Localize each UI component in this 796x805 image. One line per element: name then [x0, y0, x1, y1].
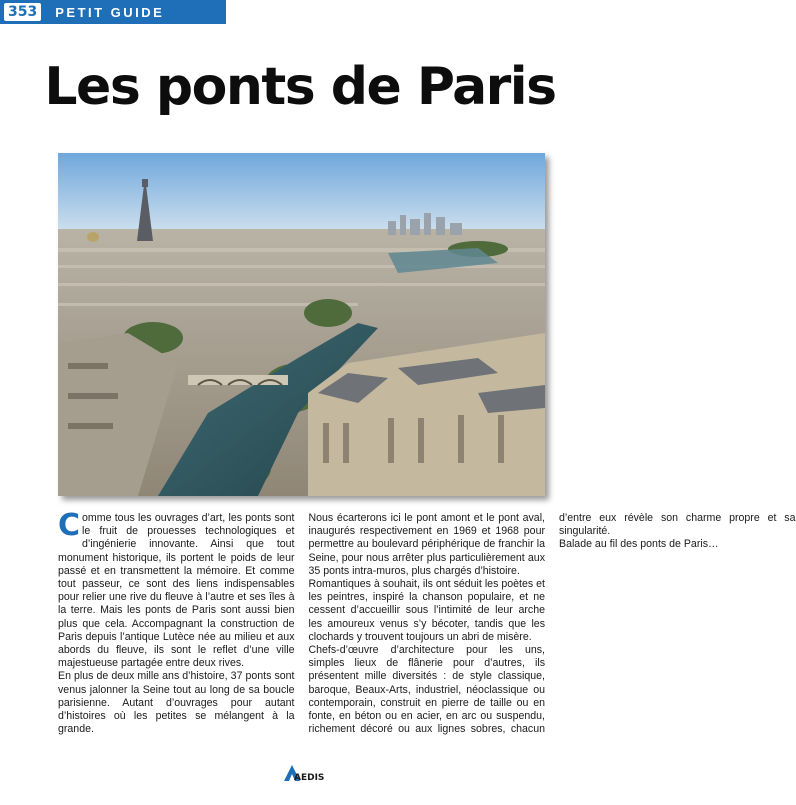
logo-wordmark: AEDIS — [294, 773, 325, 783]
drop-cap: C — [58, 508, 81, 543]
book-title: Les ponts de Paris — [44, 57, 556, 117]
series-name: PETIT GUIDE — [55, 4, 165, 20]
paragraph-3: Nous écarterons ici le pont amont et le pont aval, inaugurés respectivement en 1969 et 1968 pour permettre au boulevard périphérique de franchir la Seine, pour nous arrêter plus particulièrement aux 35 ponts intra-muros, plus chargés d’histoire. — [308, 512, 545, 577]
stone-bridge — [188, 375, 288, 385]
series-number: 353 — [4, 3, 41, 21]
paragraph-5: Chefs-d’œuvre d’architecture pour les uns, simples lieux de flânerie pour d’autres, ils présentent mille diversités : de style classique, baroque, Beaux-Arts, industriel, néoclassique ou contemporain, construit en pierre de taille ou en fonte, en béton ou en acier, en arc ou suspendu, richement décoré ou aux lignes sobres, chacun d’entre eux révèle son charme propre et sa singularité. — [308, 512, 796, 736]
publisher-logo — [280, 763, 325, 783]
blurb-text — [58, 508, 796, 752]
paragraph-2: En plus de deux mille ans d’histoire, 37 ponts sont venus jalonner la Seine tout au long de sa boucle parisienne. Autant d’ouvrages pour autant d’histoires où les petites se mélangent à la grande. — [58, 670, 295, 736]
paragraph-6: Balade au fil des ponts de Paris… — [559, 538, 719, 551]
paragraph-1: Comme tous les ouvrages d’art, les ponts sont le fruit de prouesses technologiques et d’ingénierie innovante. Ainsi que tout monument historique, ils portent le poids de leur passé et en transmettent la mémoire. Et comme tout passeur, ce sont des liens indispensables pour relier une rive du fleuve à l’autre et ses îles à la terre. Mais les ponts de Paris sont aussi bien plus que cela. Accompagnant la construction de Paris depuis l’antique Lutèce née au milieu et aux abords du fleuve, ils sont le reflet d’une ville majestueuse partagée entre deux rives. — [58, 508, 295, 670]
paragraph-4: Romantiques à souhait, ils ont séduit les poètes et les peintres, inspiré la chanson populaire, et ne cessent d’accueillir sous l’intimité de leur arche les amoureux venus s’y bécoter, tandis que les clochards y trouvent toujours un abri de misère. — [308, 578, 545, 643]
series-band — [0, 0, 226, 24]
distant-dome — [87, 232, 99, 242]
paris-aerial-illustration — [58, 153, 545, 496]
cover-photo — [58, 153, 545, 496]
aedis-logo-icon — [280, 763, 325, 783]
